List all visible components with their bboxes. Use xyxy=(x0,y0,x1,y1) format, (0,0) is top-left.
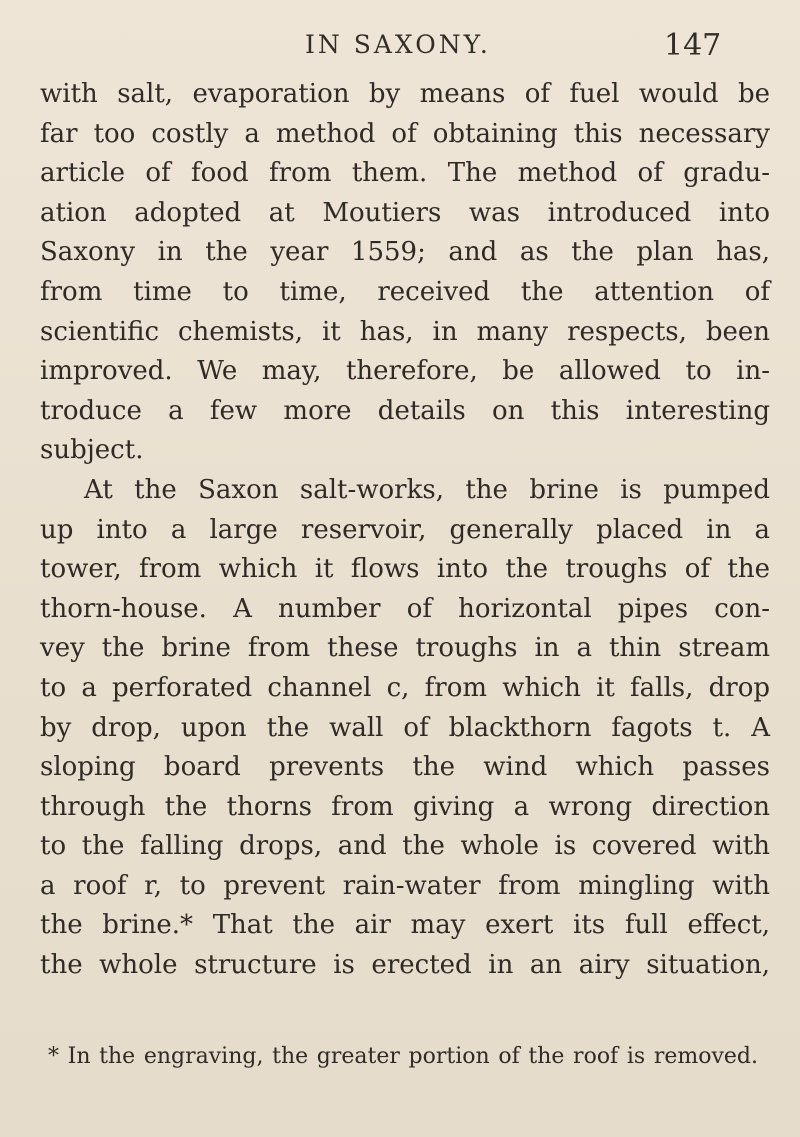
running-head: IN SAXONY. xyxy=(305,30,491,59)
text-line: article of food from them. The method of gradu- xyxy=(40,158,770,189)
text-line: improved. We may, therefore, be allowed to in- xyxy=(40,356,770,387)
text-line: to a perforated channel c, from which it falls, drop xyxy=(40,672,770,703)
text-line: far too costly a method of obtaining this necessary xyxy=(40,118,770,149)
body-text xyxy=(40,75,770,986)
paragraph-start-line: At the Saxon salt-works, the brine is pumped xyxy=(84,474,770,505)
text-line: ation adopted at Moutiers was introduced into xyxy=(40,197,770,228)
text-line: through the thorns from giving a wrong direction xyxy=(40,791,770,822)
text-line: a roof r, to prevent rain-water from mingling with xyxy=(40,870,770,901)
page-number: 147 xyxy=(664,28,722,63)
text-line: the whole structure is erected in an airy situation, xyxy=(40,950,770,981)
text-line: by drop, upon the wall of blackthorn fagots t. A xyxy=(40,712,770,743)
text-line: with salt, evaporation by means of fuel would be xyxy=(40,79,770,109)
text-line: subject. xyxy=(40,435,144,466)
text-line: vey the brine from these troughs in a thin stream xyxy=(40,633,770,664)
text-line: the brine.* That the air may exert its full effect, xyxy=(40,910,770,941)
text-line: up into a large reservoir, generally placed in a xyxy=(40,514,770,545)
text-line: tower, from which it flows into the troughs of the xyxy=(40,554,770,585)
text-line: from time to time, received the attention of xyxy=(40,276,770,307)
text-line: to the falling drops, and the whole is covered with xyxy=(40,831,770,862)
page-header xyxy=(0,28,800,68)
footnote: * In the engraving, the greater portion of the roof is removed. xyxy=(48,1044,758,1069)
text-line: thorn-house. A number of horizontal pipes con- xyxy=(40,593,770,624)
text-line: scientific chemists, it has, in many respects, been xyxy=(40,316,770,347)
text-line: sloping board prevents the wind which passes xyxy=(40,752,770,783)
text-line: troduce a few more details on this interesting xyxy=(40,395,770,426)
text-line: Saxony in the year 1559; and as the plan has, xyxy=(40,237,770,268)
